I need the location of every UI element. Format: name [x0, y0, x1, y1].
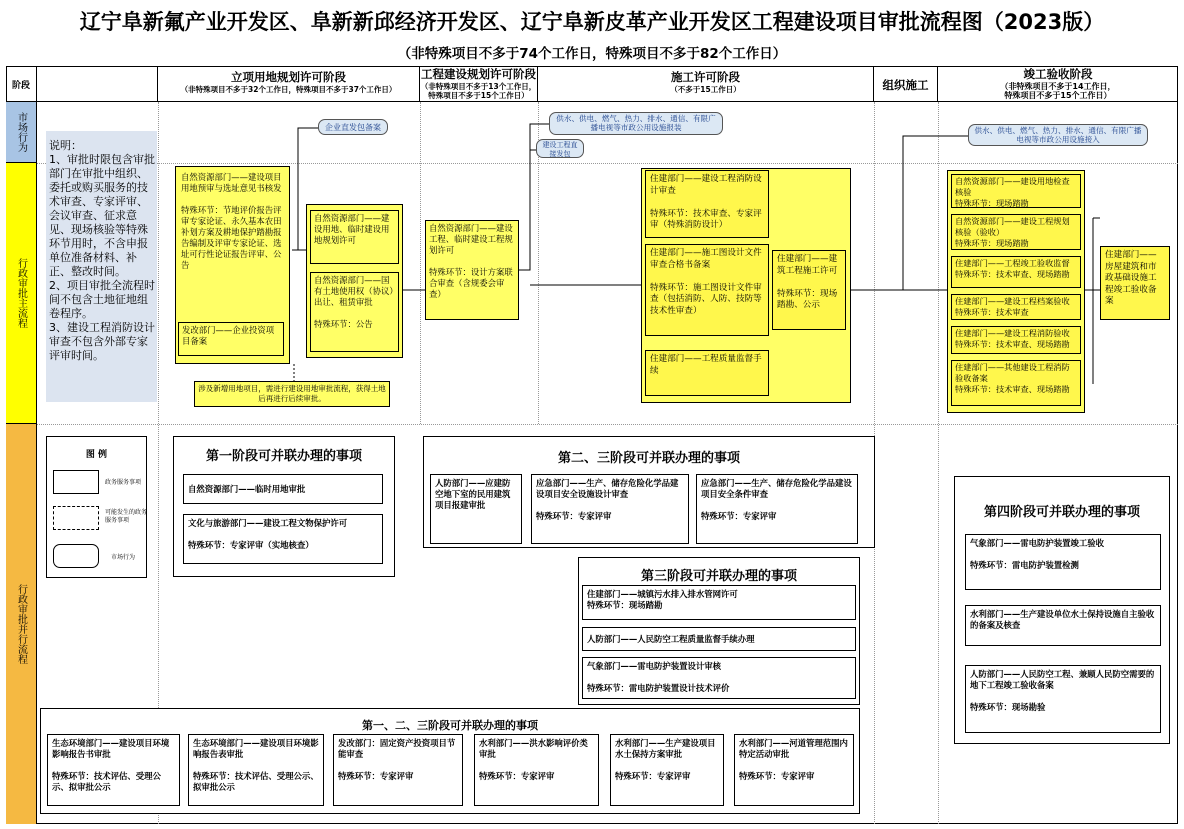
header-blank: [37, 66, 158, 102]
stage3-construction-permit[interactable]: 住建部门——建筑工程施工许可 特殊环节：现场踏勘、公示: [772, 250, 846, 330]
parallel-stage123-item[interactable]: 生态环境部门——建设项目环境影响报告书审批 特殊环节：技术评估、受理公示、拟审批公示: [47, 734, 180, 806]
stage5-acceptance-item[interactable]: 住建部门——工程竣工验收监督 特殊环节：技术审查、现场踏勘: [951, 256, 1081, 288]
header-stage5: 竣工验收阶段 （非特殊项目不多于14工作日， 特殊项目不多于15个工作日）: [938, 66, 1178, 102]
grid-line: [938, 102, 939, 824]
legend-sample-market: [53, 544, 99, 568]
market-utility-apply: 供水、供电、燃气、热力、排水、通信、有限广播电视等市政公用设施报装: [549, 112, 723, 135]
parallel-stage23-title: 第二、三阶段可并联办理的事项: [557, 451, 740, 466]
stage5-acceptance-item[interactable]: 自然资源部门——建设用地检查核验 特殊环节：现场踏勘: [951, 174, 1081, 208]
legend-label-possible: 可能发生的政务服务事项: [105, 509, 148, 524]
parallel-stage23-item[interactable]: 人防部门——应建防空地下室的民用建筑项目报建审批: [430, 474, 522, 544]
market-direct-contract: 企业直发包备案: [318, 119, 388, 135]
parallel-stage3-item[interactable]: 人防部门——人民防空工程质量监督手续办理: [582, 627, 856, 651]
parallel-stage1-item[interactable]: 文化与旅游部门——建设工程文物保护许可 特殊环节：专家评审（实地核查）: [183, 514, 383, 564]
market-direct-award: 建设工程直接发包: [536, 139, 584, 158]
stage3-drawing-review[interactable]: 住建部门——施工图设计文件审查合格书备案 特殊环节：施工图设计文件审查（包括消防、人防、技防等技术性审查）: [645, 244, 769, 336]
lane-market: 市场行为: [6, 102, 37, 163]
stage3-quality-supervision[interactable]: 住建部门——工程质量监督手续: [645, 350, 769, 396]
lane-admin: 行政审批主流程: [6, 163, 37, 424]
parallel-stage23-item[interactable]: 应急部门——生产、储存危险化学品建设项目安全条件审查 特殊环节：专家评审: [696, 474, 858, 544]
grid-line: [420, 102, 421, 424]
stage5-final-filing[interactable]: 住建部门——房屋建筑和市政基础设施工程竣工验收备案: [1100, 246, 1170, 320]
market-utility-connect: 供水、供电、燃气、热力、排水、通信、有限广播电视等市政公用设施接入: [968, 124, 1148, 146]
parallel-stage3-item[interactable]: 气象部门——雷电防护装置设计审核 特殊环节：雷电防护装置设计技术评价: [582, 657, 856, 699]
page-subtitle: （非特殊项目不多于74个工作日，特殊项目不多于82个工作日）: [397, 46, 787, 62]
parallel-stage3-item[interactable]: 住建部门——城镇污水排入排水管网许可 特殊环节：现场踏勘: [582, 585, 856, 620]
stage5-acceptance-item[interactable]: 住建部门——建设工程消防验收 特殊环节：技术审查、现场踏勘: [951, 326, 1081, 354]
legend-label-market: 市场行为: [111, 554, 136, 561]
header-stage4: 组织施工: [874, 66, 938, 102]
legend-sample-possible: [53, 506, 99, 530]
stage1-new-land-tip: 涉及新增用地项目，需进行建设用地审批流程，获得土地后再进行后续审批。: [194, 381, 390, 407]
parallel-stage1-item[interactable]: 自然资源部门——临时用地审批: [183, 474, 383, 504]
parallel-stage23-item[interactable]: 应急部门——生产、储存危险化学品建设项目安全设施设计审查 特殊环节：专家评审: [531, 474, 689, 544]
stage3-fire-design-review[interactable]: 住建部门——建设工程消防设计审查 特殊环节：技术审查、专家评审（特殊消防设计）: [645, 170, 769, 238]
parallel-stage123-title: 第一、二、三阶段可并联办理的事项: [362, 719, 538, 732]
explanation-note: 说明： 1、审批时限包含审批部门在审批中组织、委托或购买服务的技术审查、专家评审、会议审查、征求意见、现场核验等特殊环节用时，不含申报单位准备材料、补正、整改时间。 2、项目审批全流程时间不包含土地征地组卷程序。 3、建设工程消防设计审查不包含外部专家评审时间。: [46, 131, 157, 402]
stage5-acceptance-item[interactable]: 住建部门——其他建设工程消防验收备案 特殊环节：技术审查、现场踏勘: [951, 360, 1081, 406]
parallel-stage123-item[interactable]: 水利部门——河道管理范围内特定活动审批 特殊环节：专家评审: [734, 734, 854, 806]
parallel-stage4-item[interactable]: 气象部门——雷电防护装置竣工验收 特殊环节：雷电防护装置检测: [965, 534, 1161, 590]
stage1-invest-filing[interactable]: 发改部门——企业投资项目备案: [178, 322, 284, 356]
legend: [46, 436, 147, 578]
header-stage1: 立项用地规划许可阶段 （非特殊项目不多于32个工作日，特殊项目不多于37个工作日）: [158, 66, 420, 102]
stage1-land-preliminary[interactable]: 自然资源部门——建设项目用地预审与选址意见书核发 特殊环节：节地评价报告评审专家论证、永久基本农田补划方案及耕地保护踏勘报告编制及评审专家论证、选址可行性论证报告评审、公告: [178, 170, 286, 310]
parallel-stage123-item[interactable]: 发改部门：固定资产投资项目节能审查 特殊环节：专家评审: [333, 734, 463, 806]
stage1-planning-permit[interactable]: 自然资源部门——建设用地、临时建设用地规划许可: [310, 210, 399, 264]
legend-title: 图 例: [85, 450, 108, 460]
parallel-stage4-item[interactable]: 人防部门——人民防空工程、兼顾人民防空需要的地下工程竣工验收备案 特殊环节：现场勘验: [965, 665, 1161, 733]
stage5-acceptance-item[interactable]: 自然资源部门——建设工程规划核验（验收） 特殊环节：现场踏勘: [951, 214, 1081, 250]
header-stage3: 施工许可阶段 （不多于15工作日）: [538, 66, 874, 102]
parallel-stage4-title: 第四阶段可并联办理的事项: [983, 505, 1140, 520]
lane-parallel: 行政审批并行流程: [6, 424, 37, 824]
parallel-stage123-item[interactable]: 水利部门——洪水影响评价类审批 特殊环节：专家评审: [474, 734, 599, 806]
parallel-stage4-item[interactable]: 水利部门——生产建设单位水土保持设施自主验收的备案及核查: [965, 605, 1161, 646]
header-stage: 阶段: [6, 66, 37, 102]
parallel-stage123-item[interactable]: 水利部门——生产建设项目水土保持方案审批 特殊环节：专家评审: [610, 734, 724, 806]
stage2-planning-permit[interactable]: 自然资源部门——建设工程、临时建设工程规划许可 特殊环节：设计方案联合审查（含规委会审查）: [425, 220, 519, 320]
parallel-stage3-title: 第三阶段可并联办理的事项: [640, 569, 797, 584]
page-title: 辽宁阜新氟产业开发区、阜新新邱经济开发区、辽宁阜新皮革产业开发区工程建设项目审批流程图（2023版）: [79, 10, 1105, 34]
header-stage2: 工程建设规划许可阶段 （非特殊项目不多于13个工作日， 特殊项目不多于15个工作日）: [420, 67, 537, 100]
parallel-stage1-title: 第一阶段可并联办理的事项: [205, 449, 362, 464]
grid-line: [37, 424, 1178, 425]
parallel-stage123-item[interactable]: 生态环境部门——建设项目环境影响报告表审批 特殊环节：技术评估、受理公示、拟审批公示: [188, 734, 324, 806]
legend-label-service: 政务服务事项: [105, 479, 142, 486]
stage5-acceptance-item[interactable]: 住建部门——建设工程档案验收 特殊环节：技术审查: [951, 294, 1081, 320]
grid-line: [37, 163, 1178, 164]
stage1-land-transfer[interactable]: 自然资源部门——国有土地使用权（协议）出让、租赁审批 特殊环节：公告: [310, 272, 399, 352]
legend-sample-service: [53, 470, 99, 494]
